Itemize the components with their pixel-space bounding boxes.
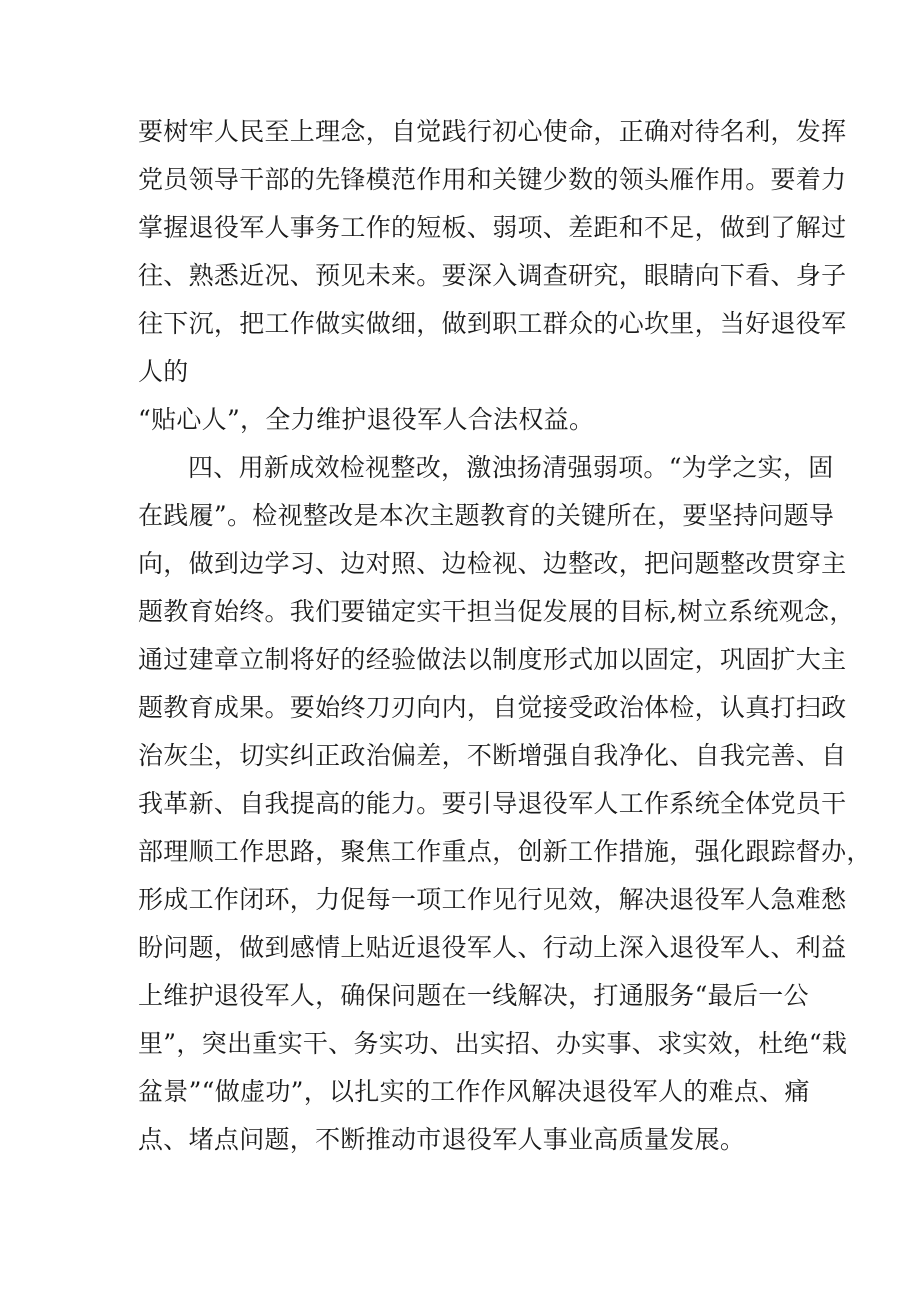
text-line: 党员领导干部的先锋模范作用和关键少数的领头雁作用。要着力 (138, 165, 847, 194)
text-line: 治灰尘，切实纠正政治偏差，不断增强自我净化、自我完善、自 (138, 741, 847, 770)
text-line: 向，做到边学习、边对照、边检视、边整改，把问题整改贯穿主 (138, 549, 847, 578)
text-line: 题教育成果。要始终刀刃向内，自觉接受政治体检，认真打扫政 (138, 693, 847, 722)
text-line: 盆景”“做虚功”，以扎实的工作作风解决退役军人的难点、痛 (138, 1077, 810, 1106)
text-line: 在践履”。检视整改是本次主题教育的关键所在，要坚持问题导 (138, 501, 835, 530)
text-line: 往下沉，把工作做实做细，做到职工群众的心坎里，当好退役军 (138, 309, 847, 338)
text-line: 部理顺工作思路，聚焦工作重点，创新工作措施，强化跟踪督办， (138, 837, 872, 866)
text-line: “贴心人”，全力维护退役军人合法权益。 (138, 405, 595, 434)
text-line: 盼问题，做到感情上贴近退役军人、行动上深入退役军人、利益 (138, 933, 847, 962)
text-line: 往、熟悉近况、预见未来。要深入调查研究，眼睛向下看、身子 (138, 261, 847, 290)
text-line: 上维护退役军人，确保问题在一线解决，打通服务“最后一公 (138, 981, 809, 1010)
text-line: 形成工作闭环，力促每一项工作见行见效，解决退役军人急难愁 (138, 885, 847, 914)
text-line: 点、堵点问题，不断推动市退役军人事业高质量发展。 (138, 1125, 746, 1154)
text-line: 题教育始终。我们要锚定实干担当促发展的目标,树立系统观念， (138, 597, 855, 626)
text-line: 掌握退役军人事务工作的短板、弱项、差距和不足，做到了解过 (138, 213, 847, 242)
text-line: 我革新、自我提高的能力。要引导退役军人工作系统全体党员干 (138, 789, 847, 818)
text-line: 要树牢人民至上理念，自觉践行初心使命，正确对待名利，发挥 (138, 117, 847, 146)
text-line: 人的 (138, 357, 189, 386)
text-line: 通过建章立制将好的经验做法以制度形式加以固定，巩固扩大主 (138, 645, 847, 674)
text-line: 四、用新成效检视整改，激浊扬清强弱项。“为学之实，固 (188, 453, 834, 482)
text-line: 里”，突出重实干、务实功、出实招、办实事、求实效，杜绝“栽 (138, 1029, 848, 1058)
